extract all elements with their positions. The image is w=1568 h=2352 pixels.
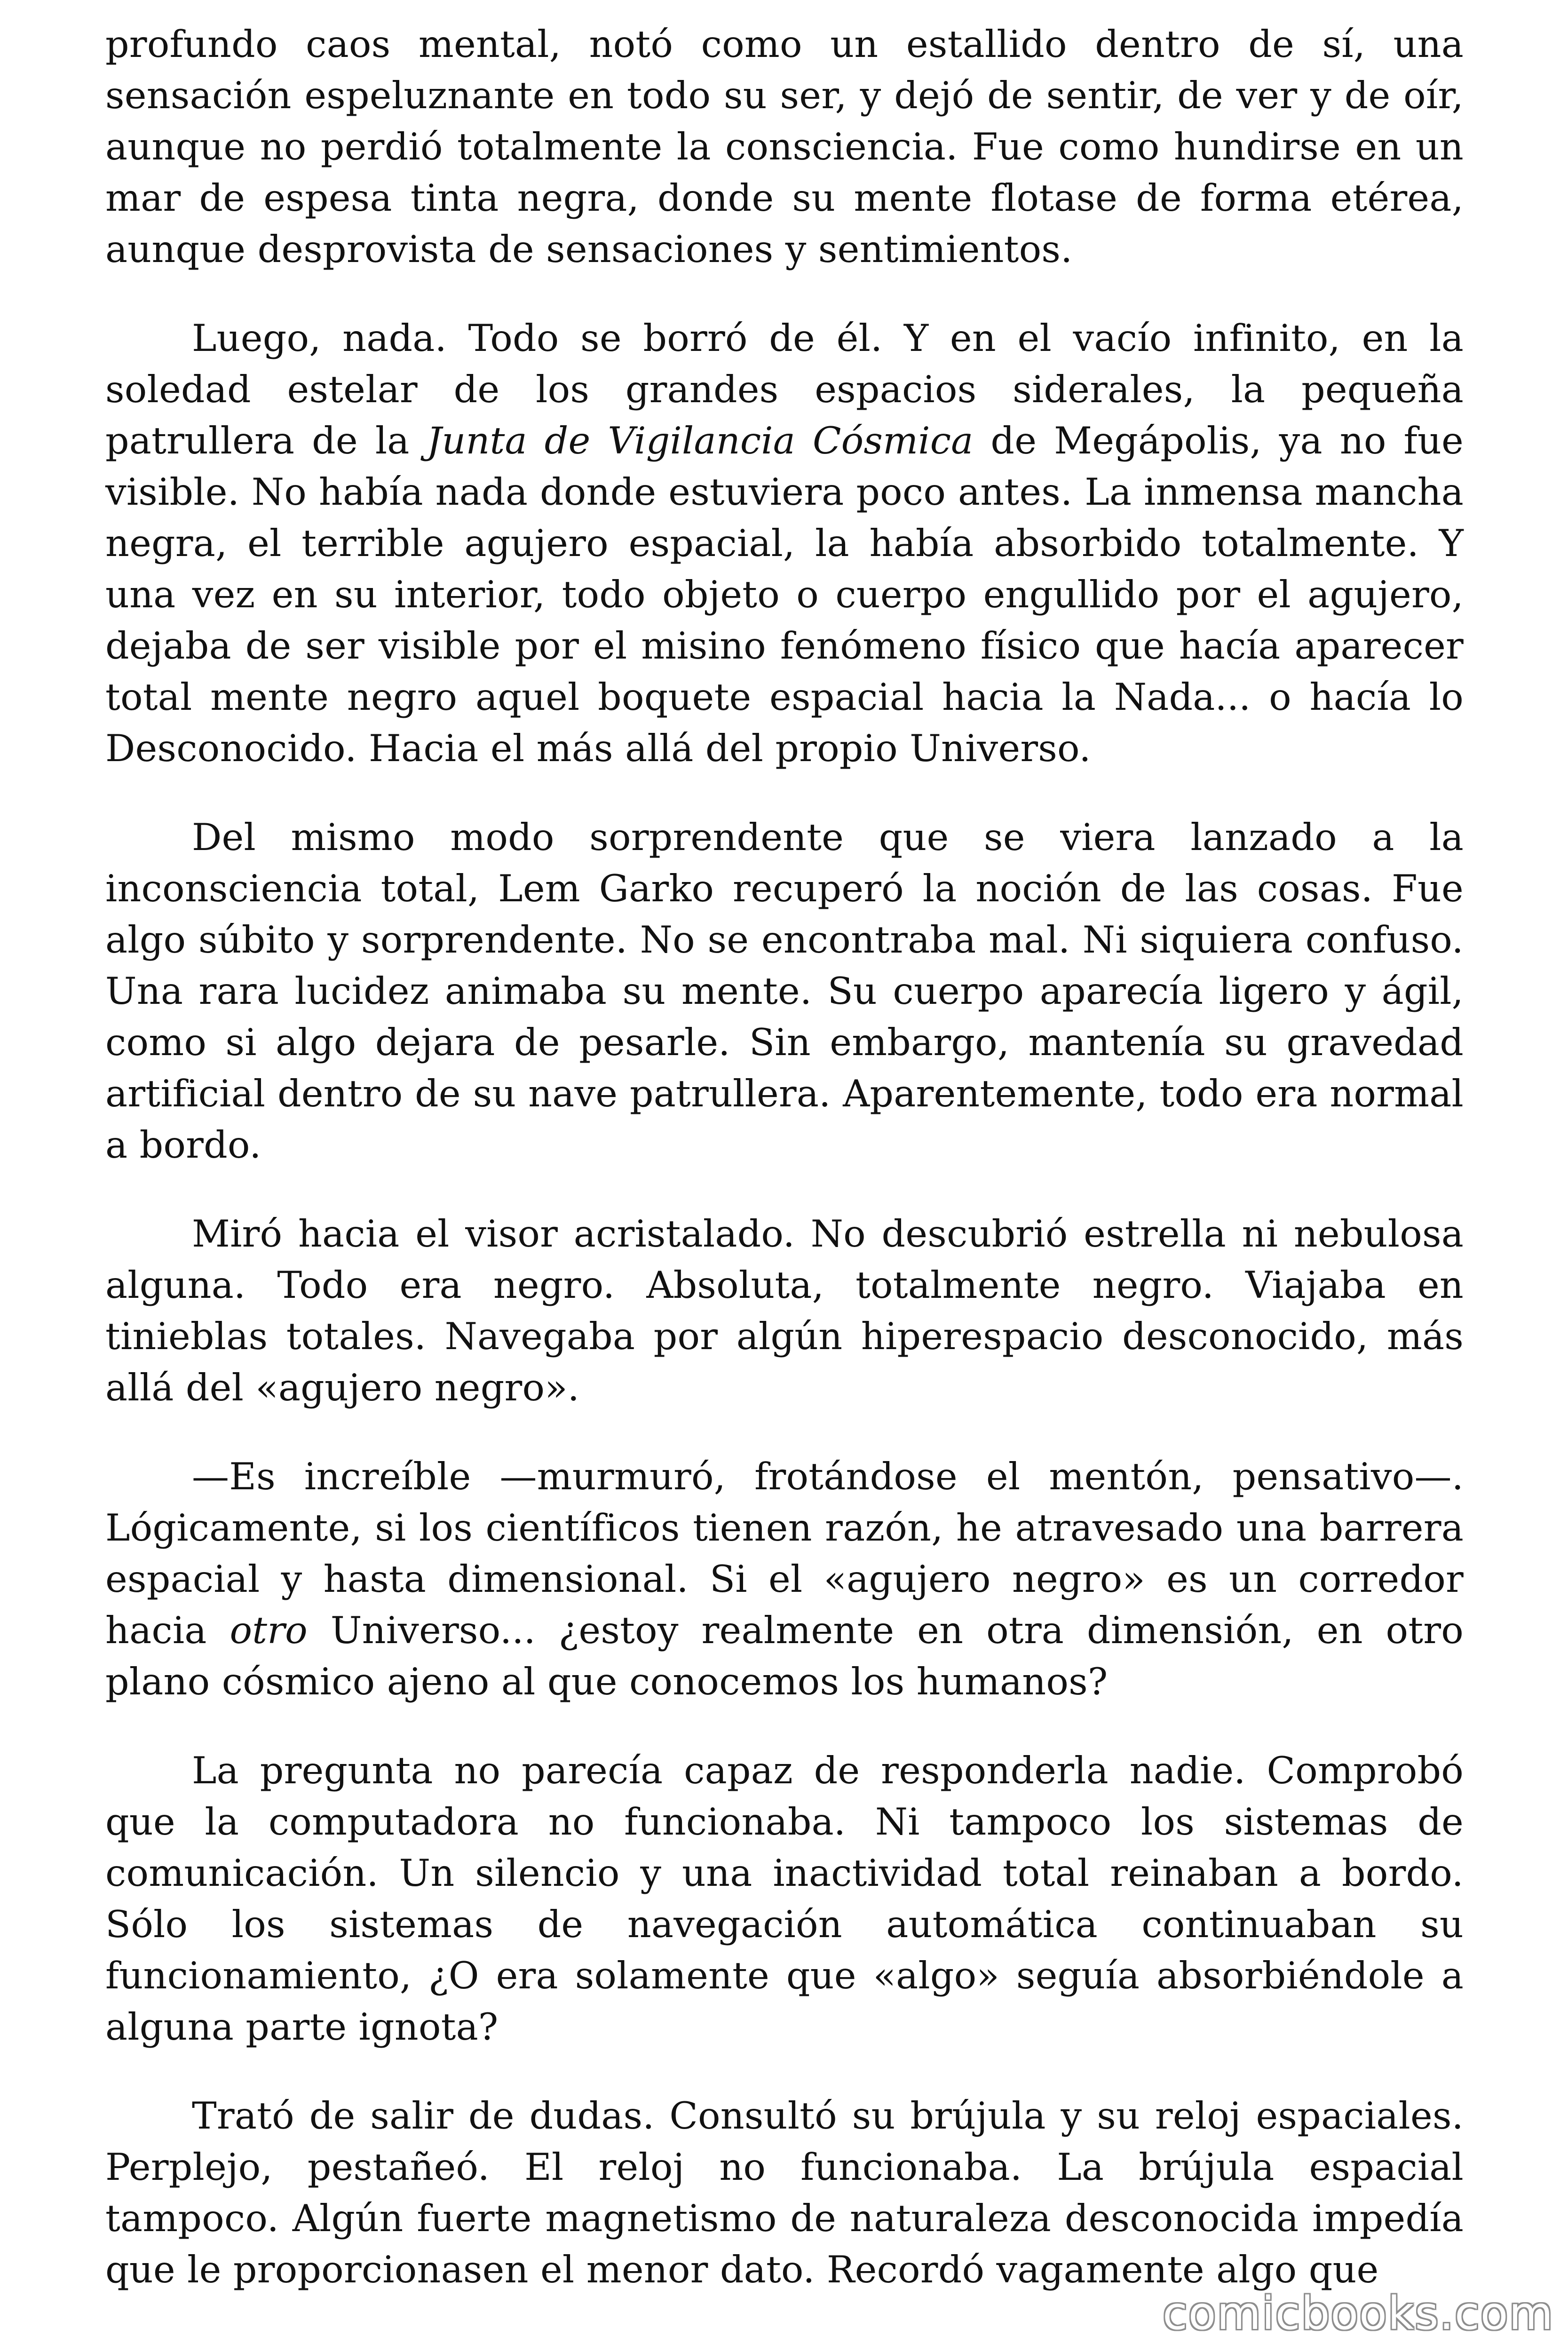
paragraph-5-text-a: —Es increíble —murmuró, frotándose el mentón, pensativo—. Lógicamente, si los científicos tienen razón, he atravesado una barrera espacial y hasta dimensional. Si el «agujero negro» es un corredor hacia — [105, 1455, 1464, 1652]
paragraph-2 — [105, 313, 1464, 774]
paragraph-6-text: La pregunta no parecía capaz de responderla nadie. Comprobó que la computadora no funcionaba. Ni tampoco los sistemas de comunicación. Un silencio y una inactividad total reinaban a bordo. Sólo los sistemas de navegación automática continuaban su funcionamiento, ¿O era solamente que «algo» seguía absorbiéndole a alguna parte ignota? — [105, 1749, 1464, 2049]
paragraph-5-text-b: Universo... ¿estoy realmente en otra dimensión, en otro plano cósmico ajeno al que conocemos los humanos? — [105, 1609, 1464, 1703]
paragraph-2-text-b: de Megápolis, ya no fue visible. No había nada donde estuviera poco antes. La inmensa mancha negra, el terrible agujero espacial, la había absorbido totalmente. Y una vez en su interior, todo objeto o cuerpo engullido por el agujero, dejaba de ser visible por el misino fenómeno físico que hacía aparecer total mente negro aquel boquete espacial hacia la Nada... o hacía lo Desconocido. Hacia el más allá del propio Universo. — [105, 419, 1464, 770]
body-text — [105, 19, 1464, 2296]
paragraph-4 — [105, 1208, 1464, 1414]
paragraph-5 — [105, 1451, 1464, 1708]
paragraph-7-text: Trató de salir de dudas. Consultó su brújula y su reloj espaciales. Perplejo, pestañeó. El reloj no funcionaba. La brújula espacial tampoco. Algún fuerte magnetismo de naturaleza desconocida impedía que le proporcionasen el menor dato. Recordó vagamente algo que — [105, 2094, 1464, 2291]
paragraph-3-text: Del mismo modo sorprendente que se viera lanzado a la inconsciencia total, Lem Garko recuperó la noción de las cosas. Fue algo súbito y sorprendente. No se encontraba mal. Ni siquiera confuso. Una rara lucidez animaba su mente. Su cuerpo aparecía ligero y ágil, como si algo dejara de pesarle. Sin embargo, mantenía su gravedad artificial dentro de su nave patrullera. Aparentemente, todo era normal a bordo. — [105, 816, 1464, 1167]
paragraph-4-text: Miró hacia el visor acristalado. No descubrió estrella ni nebulosa alguna. Todo era negro. Absoluta, totalmente negro. Viajaba en tinieblas totales. Navegaba por algún hiperespacio desconocido, más allá del «agujero negro». — [105, 1212, 1464, 1409]
paragraph-6 — [105, 1745, 1464, 2053]
paragraph-3 — [105, 812, 1464, 1171]
paragraph-7 — [105, 2090, 1464, 2296]
italic-organization-name: Junta de Vigilancia Cósmica — [427, 419, 974, 462]
paragraph-1 — [105, 19, 1464, 275]
site-watermark: comicbooks.com — [1162, 2287, 1554, 2340]
paragraph-2-text-a: Luego, nada. Todo se borró de él. Y en el vacío infinito, en la soledad estelar de los grandes espacios siderales, la pequeña patrullera de la — [105, 317, 1464, 462]
paragraph-1-text: profundo caos mental, notó como un estallido dentro de sí, una sensación espeluznante en todo su ser, y dejó de sentir, de ver y de oír, aunque no perdió totalmente la consciencia. Fue como hundirse en un mar de espesa tinta negra, donde su mente flotase de forma etérea, aunque desprovista de sensaciones y sentimientos. — [105, 23, 1464, 271]
italic-word-otro: otro — [230, 1609, 308, 1652]
